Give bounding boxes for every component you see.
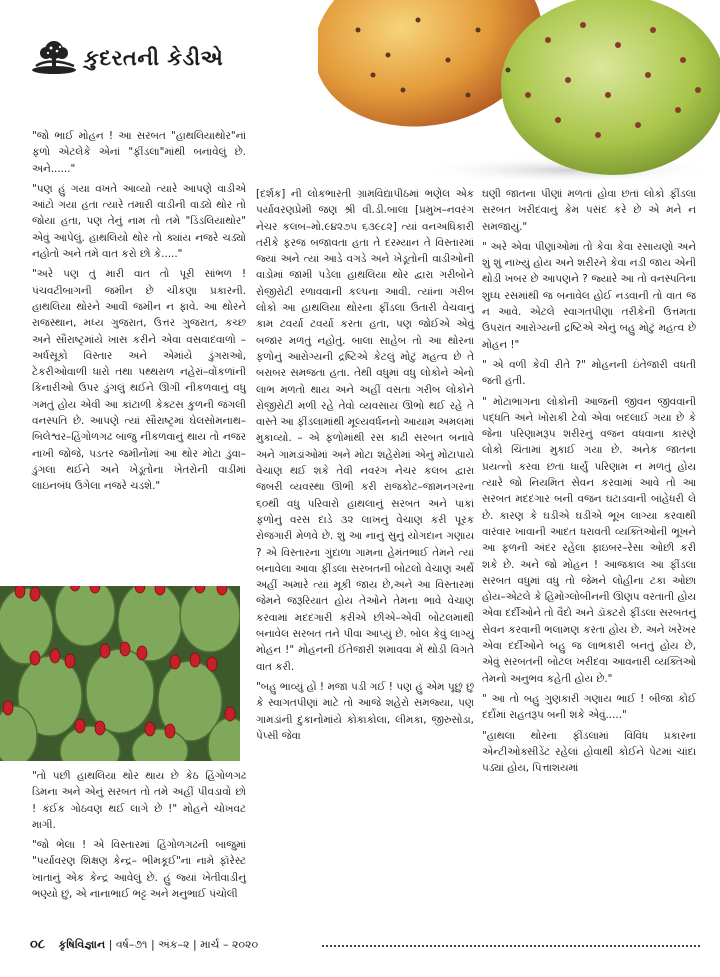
paragraph: "તો પછી હાથલિયા થોર થાય છે કેઠ હિંગોળગઢ ડિમના અને એનું સરબત તો તમે અહીં પીવડાવો છો ! કંઈક ગોઠવણ થઈ લાગે છે !" મોહને ચોખવટ માગી.: [32, 770, 246, 831]
magazine-date: માર્ચ – ૨૦૨૦: [200, 938, 259, 951]
footer-dotted-rule: [322, 945, 700, 947]
article-column-1-lower: [32, 768, 246, 906]
footer-separator: |: [193, 938, 197, 951]
paragraph: "બહુ ભાવ્યું હોં ! મજા પડી ગઈ ! પણ હું એમ પૂછું છું કે સ્વાગતપીણાં માટે તો આજે શહેરો સમજ્યા, પણ ગામડાંની દુકાનોમાંયે કોકાકોલા, લીમકા, જીરુસોડા, પેપ્સી જેવા: [256, 680, 474, 742]
prickly-pear-cactus-photo: [0, 586, 240, 761]
page-number: ૦૮: [30, 937, 45, 952]
paragraph: " આ તો બહુ ગુણકારી ગણાય ભાઈ ! બીજા કોઈ દર્દોમાં રાહતરૂપ બની શકે એવું.....": [482, 692, 696, 722]
article-column-3: [482, 186, 696, 780]
paragraph: "પણ હું ગયા વખતે આવ્યો ત્યારે આપણે વાડીએ આંટો ગયા હતા ત્યારે તમારી વાડીની વાડ્યે થોર તો જોયા હતા, પણ તેનું નામ તો તમે "ડિંડલિયાથોર" એવું આપેલું. હાથલિયો થોર તો ક્યાંય નજરે ચડ્યો નહોતો અને તમે વાત કરો છો કે.....": [32, 182, 246, 261]
article-column-1-upper: [32, 128, 246, 499]
footer-separator: |: [108, 938, 113, 951]
paragraph: "જો ભેલા ! એ વિસ્તારમાં હિંગોળગઢની બાજુમાં "પર્યાવરણ શિક્ષણ કેન્દ્ર– ભીમકૂઈ"ના નામે ફૉરેસ્ટ ખાતાનું એક કેન્દ્ર આવેલું છે. હું જ્યાં ખેતીવાડીનું ભણ્યો છું, એ નાનાભાઈ ભટ્ટ અને મનુભાઈ પંચોલી: [32, 839, 246, 901]
article-column-2: [256, 186, 474, 748]
paragraph: "હાથલા થોરના ફીંડલામાં વિવિધ પ્રકારના એન્ટીઓક્સીડેંટ રહેલાં હોવાથી કોઈને પેટમાં ચાંદા પડ્યાં હોય, પિત્તાશયમાં: [482, 729, 696, 775]
page-footer: [30, 936, 700, 954]
section-title: કુદરતની કેડીએ: [84, 46, 224, 70]
magazine-name: કૃષિવિજ્ઞાન: [58, 938, 106, 951]
prickly-pear-fruit-photo: [318, 0, 720, 180]
magazine-issue: અંક–૨: [158, 938, 190, 951]
paragraph: "જો ભાઈ મોહન ! આ સરબત "હાથલિયાથોર"નાં ફળો એટલેકે એનાં "ફીંડલા"માંથી બનાવેલું છે. અને......": [32, 130, 246, 175]
paragraph: [દર્શક] ની લોકભારતી ગ્રામવિદ્યાપીઠમાં ભણેલ એક પર્યાવરણપ્રેમી જણ શ્રી વી.ડી.બાલા [પ્રમુખ–નવરંગ નેચર કલબ–મો.૯૪૨૭૫ ૬૩૯૮૨] ત્યાં વનઅધિકારી તરીકે ફરજ બજાવતા હતા તે દરમ્યાન તે વિસ્તારમાં જ્યાં અને ત્યાં આડે વગડે અને ખેડૂતોની વાડીઓની વાડોમાં જામી પડેલા હાથલિયા થોર દ્વારા ગરીબોને રોજીરોટી રળાવવાની કલ્પના આવી. ત્યાંના ગરીબ લોકો આ હાથલિયા થોરના ફીંડલા ઉતારી વેચવાનું કામ ટવર્યા ટવર્યા કરતા હતા, પણ જોઈએ એવું બજાર મળતું નહોતું. બાલા સાહેબ તો આ થોરના ફળોનું આરોગ્યની દ્રષ્ટિએ કેટલું મોટું મહત્વ છે તે બરાબર સમજતા હતા. તેથી વધુમાં વધુ લોકોને એનો લાભ મળતો થાય અને અહીં વસતા ગરીબ લોકોને રોજીરોટી મળી રહે તેવો વ્યવસાય ઊભો થઈ રહે તે વાસ્તે આ ફીંડલામાંથી મૂલ્યવર્ધનનો આયામ અમલમાં મુકાવ્યો. – એ ફળોમાંથી રસ કાઢી સરબત બનાવે અને ગામડાંઓમાં અને મોટા શહેરોમાં એનું મોટાપાયે વેચાણ થઈ શકે તેવી નવરંગ નેચર કલબ દ્વારા જબરી વ્યવસ્થા ઊભી કરી રાજકોટ–જામનગરના ૬૦થી વધુ પરિવારો હાથલાનું સરબત અને પાકાં ફળોનું વરસ દાડે ૩૨ લાખનું વેચાણ કરી પૂરક રોજગારી મેળવે છે. શું આ નાનું સુનું યોગદાન ગણાય ? એ વિસ્તારના ગુંદાળા ગામના હેમંતભાઈ તેમને ત્યાં બનાવેલા આવા ફીંડલા સરબતની બોટલો વેચાણ અર્થે અહીં અમારે ત્યાં મૂકી જાય છે,અને આ વિસ્તારમાં જેમને જરૂરિયાત હોય તેઓને તેમના ભાવે વેચાણ કરવામાં મદદગારી કરીએ છીએ–એવી બોટલમાંથી બનાવેલ સરબત તને પીવા આપ્યું છે. બોલ કેવું લાગ્યું મોહન !" મોહનની ઈંતેજારી શમાવવા મેં થોડી વિગતે વાત કરી.: [256, 188, 474, 673]
footer-separator: |: [150, 938, 155, 951]
paragraph: ઘણી જાતના પીણાં મળતાં હોવા છતાં લોકો ફીંડલા સરબત ખરીદવાનું કેમ પસંદ કરે છે એ મને ન સમજાયું.": [482, 188, 696, 233]
paragraph: "અરે પણ તું મારી વાત તો પૂરી સાંભળ ! પંચવટીબાગની જમીન છે ચીકણા પ્રકારની. હાથલિયા થોરને આવી જમીન ન ફાવે. આ થોરને રાજસ્થાન, મધ્ય ગુજરાત, ઉત્તર ગુજરાત, કચ્છ અને સૌરાષ્ટ્રમાંયે ખાસ કરીને એવા વસવાદવાળો –અર્ધસૂકો વિસ્તાર અને એમાંયે ડુંગરાઓ, ટેકરીઓવાળી ધારો તથા પથ્થરાળ નહેરાં–વોંકળાંની કિનારીઓ ઉપર ડુંગલું થઈને ઊગી નીકળવાનું વધુ ગમતું હોય એવી આ કાંટાળી કેક્ટસ કુળની જંગલી વનસ્પતિ છે. આપણે ત્યાં સૌરાષ્ટ્રમાં ઘેલસોમનાથ–બિલેશ્વર–હિંગોળગઢ બાજુ નીકળવાનું થાય તો નજર નાખી જોજે, પડતર જમીનોમાં આ થોર મોટા ડુંવા–ડુંગલા થઈને અને ખેડૂતોના ખેતરોની વાડીમાં લાઇનબંધ ઉગેલા નજરે ચડશે.": [32, 268, 246, 493]
paragraph: " એ વળી કેવી રીતે ?" મોહનની ઇંતેજારી વધતી જતી હતી.: [482, 358, 696, 388]
paragraph: " અરે એવા પીણાંઓમાં તો કેવા કેવા રસાયણો અને શું શું નાખ્યું હોય અને શરીરને કેવા નડી જાય એની થોડી ખબર છે આપણને ? જ્યારે આ તો વનસ્પતિના શુધ્ધ રસમાંથી જ બનાવેલ હોઈ નડવાની તો વાત જ ન આવે. એટલે સ્વાગતપીણા તરીકેની ઉત્તમતા ઉપરાંત આરોગ્યની દ્રષ્ટિએ એનું બહુ મોટું મહત્વ છે મોહન !": [482, 240, 696, 351]
tree-logo-icon: [30, 40, 78, 76]
paragraph: " મોટાભાગના લોકોની આજની જીવન જીવવાની પદ્ધતિ અને ખોરાકી ટેવો એવા બદલાઈ ગયા છે કે જેના પરિણામરૂપ શરીરનું વજન વધવાના કારણે લોકો ચિંતામાં મુકાઈ ગયા છે. અનેક જાતના પ્રયત્નો કરવા છતાં ધાર્યું પરિણામ ન મળતું હોય ત્યારે જો નિયમિત સેવન કરવામાં આવે તો આ સરબત મદદગાર બની વજન ઘટાડવાની બાંહેધરી લે છે. કારણ કે ઘડીએ ઘડીએ ભૂખ લાગ્યા કરવાથી વારંવાર ખાવાની આદત ધરાવતી વ્યક્તિઓની ભૂખને આ ફળની અંદર રહેલા ફાઇબર–રેસા ઓછી કરી શકે છે. અને જો મોહન ! આજકાલ આ ફીંડલા સરબત વધુમાં વધુ તો જેમને લોહીના ટકા ઓછા હોય–એટલે કે હિમોગ્લોબીનની ઊણપ વરતાતી હોય એવા દર્દીઓને તો વૈદો અને ડૉક્ટરો ફીંડલા સરબતનું સેવન કરવાની ભલામણ કરતા હોય છે. અને ખરેખર એવા દર્દીઓને બહુ જ લાભકારી બનતું હોય છે, એવું સરબતની બોટલ ખરીદવા આવનારી વ્યક્તિઓ તેમનો અનુભવ કહેતી હોય છે.": [482, 395, 696, 685]
magazine-year: વર્ષ–૭૧: [115, 938, 148, 951]
